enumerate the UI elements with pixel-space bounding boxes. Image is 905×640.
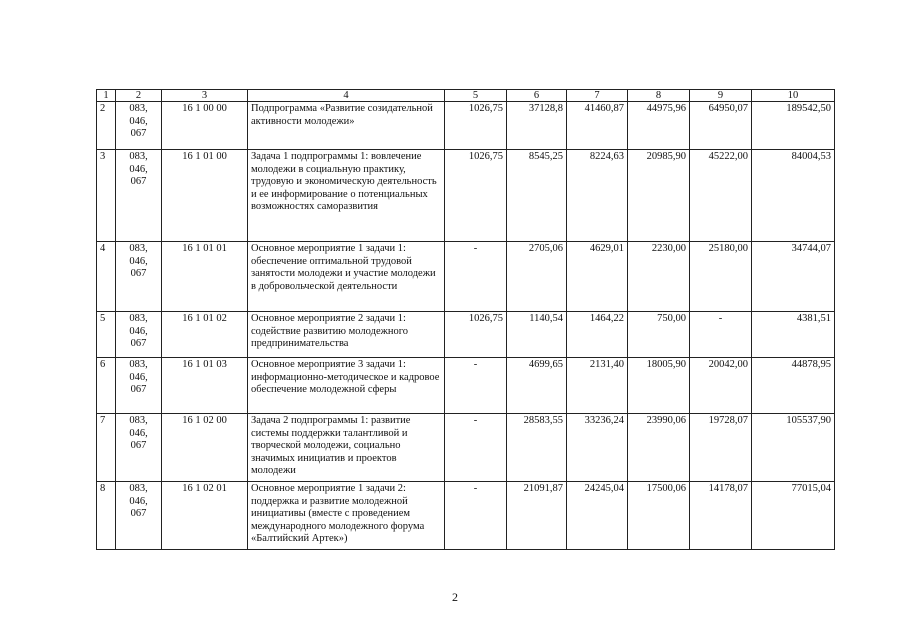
- amount-cell: 1026,75: [445, 312, 507, 358]
- amount-cell: 84004,53: [752, 150, 835, 242]
- amount-cell: 64950,07: [690, 102, 752, 150]
- amount-cell: 45222,00: [690, 150, 752, 242]
- row-number: 3: [97, 150, 116, 242]
- amount-cell: 4381,51: [752, 312, 835, 358]
- amount-cell: 750,00: [628, 312, 690, 358]
- amount-cell: 24245,04: [567, 482, 628, 550]
- table-row: [97, 358, 835, 414]
- ministry-codes: [116, 358, 162, 414]
- budget-code: 16 1 02 01: [162, 482, 248, 550]
- ministry-code: 046,: [129, 371, 148, 383]
- amount-cell: 4629,01: [567, 242, 628, 312]
- header-row: [97, 90, 835, 102]
- program-name: Основное мероприятие 3 задачи 1: информационно-методическое и кадровое обеспечение молодежной сферы: [248, 358, 445, 414]
- column-header: 6: [507, 90, 567, 102]
- amount-cell: 1026,75: [445, 150, 507, 242]
- amount-cell: 2705,06: [507, 242, 567, 312]
- amount-cell: 37128,8: [507, 102, 567, 150]
- amount-cell: -: [445, 242, 507, 312]
- ministry-code: 083,: [129, 313, 148, 324]
- amount-cell: 41460,87: [567, 102, 628, 150]
- table-row: [97, 312, 835, 358]
- budget-code: 16 1 01 01: [162, 242, 248, 312]
- column-header: 2: [116, 90, 162, 102]
- amount-cell: -: [445, 358, 507, 414]
- table-row: [97, 242, 835, 312]
- row-number: 8: [97, 482, 116, 550]
- column-header: 3: [162, 90, 248, 102]
- ministry-codes: [116, 312, 162, 358]
- amount-cell: 1140,54: [507, 312, 567, 358]
- column-header: 4: [248, 90, 445, 102]
- ministry-code: 046,: [129, 495, 148, 507]
- program-name: Задача 1 подпрограммы 1: вовлечение молодежи в социальную практику, трудовую и экономическую деятельность и ее информирование о потенциальных возможностях саморазвития: [248, 150, 445, 242]
- amount-cell: -: [445, 414, 507, 482]
- amount-cell: 1026,75: [445, 102, 507, 150]
- amount-cell: -: [445, 482, 507, 550]
- ministry-code: 046,: [129, 427, 148, 439]
- row-number: 4: [97, 242, 116, 312]
- page-number: 2: [452, 590, 458, 604]
- ministry-code: 067: [130, 268, 147, 279]
- amount-cell: 4699,65: [507, 358, 567, 414]
- budget-table: [96, 89, 835, 550]
- amount-cell: 20042,00: [690, 358, 752, 414]
- amount-cell: 2131,40: [567, 358, 628, 414]
- budget-code: 16 1 02 00: [162, 414, 248, 482]
- ministry-code: 083,: [129, 151, 148, 162]
- ministry-code: 046,: [129, 255, 148, 267]
- amount-cell: 20985,90: [628, 150, 690, 242]
- ministry-code: 067: [130, 384, 147, 395]
- amount-cell: 8224,63: [567, 150, 628, 242]
- budget-code: 16 1 01 02: [162, 312, 248, 358]
- column-header: 7: [567, 90, 628, 102]
- amount-cell: 33236,24: [567, 414, 628, 482]
- ministry-codes: [116, 242, 162, 312]
- ministry-codes: [116, 102, 162, 150]
- ministry-code: 083,: [129, 243, 148, 254]
- amount-cell: 19728,07: [690, 414, 752, 482]
- column-header: 1: [97, 90, 116, 102]
- ministry-code: 046,: [129, 115, 148, 127]
- amount-cell: 28583,55: [507, 414, 567, 482]
- ministry-code: 083,: [129, 415, 148, 426]
- amount-cell: 23990,06: [628, 414, 690, 482]
- amount-cell: -: [690, 312, 752, 358]
- amount-cell: 14178,07: [690, 482, 752, 550]
- table-row: [97, 150, 835, 242]
- ministry-code: 083,: [129, 103, 148, 114]
- ministry-codes: [116, 482, 162, 550]
- amount-cell: 18005,90: [628, 358, 690, 414]
- ministry-codes: [116, 150, 162, 242]
- program-name: Задача 2 подпрограммы 1: развитие системы поддержки талантливой и творческой молодежи, социально значимых инициатив и проектов молодежи: [248, 414, 445, 482]
- amount-cell: 189542,50: [752, 102, 835, 150]
- amount-cell: 105537,90: [752, 414, 835, 482]
- ministry-code: 067: [130, 440, 147, 451]
- ministry-code: 083,: [129, 483, 148, 494]
- table-row: [97, 482, 835, 550]
- ministry-code: 067: [130, 508, 147, 519]
- row-number: 2: [97, 102, 116, 150]
- amount-cell: 44878,95: [752, 358, 835, 414]
- amount-cell: 21091,87: [507, 482, 567, 550]
- amount-cell: 25180,00: [690, 242, 752, 312]
- budget-code: 16 1 01 03: [162, 358, 248, 414]
- column-header: 5: [445, 90, 507, 102]
- amount-cell: 17500,06: [628, 482, 690, 550]
- budget-code: 16 1 01 00: [162, 150, 248, 242]
- budget-code: 16 1 00 00: [162, 102, 248, 150]
- ministry-code: 046,: [129, 325, 148, 337]
- table-row: [97, 414, 835, 482]
- amount-cell: 44975,96: [628, 102, 690, 150]
- row-number: 6: [97, 358, 116, 414]
- ministry-code: 083,: [129, 359, 148, 370]
- ministry-code: 046,: [129, 163, 148, 175]
- amount-cell: 34744,07: [752, 242, 835, 312]
- ministry-code: 067: [130, 176, 147, 187]
- program-name: Основное мероприятие 2 задачи 1: содействие развитию молодежного предпринимательства: [248, 312, 445, 358]
- ministry-codes: [116, 414, 162, 482]
- row-number: 7: [97, 414, 116, 482]
- row-number: 5: [97, 312, 116, 358]
- amount-cell: 77015,04: [752, 482, 835, 550]
- amount-cell: 1464,22: [567, 312, 628, 358]
- ministry-code: 067: [130, 128, 147, 139]
- program-name: Подпрограмма «Развитие созидательной активности молодежи»: [248, 102, 445, 150]
- amount-cell: 8545,25: [507, 150, 567, 242]
- ministry-code: 067: [130, 338, 147, 349]
- table-row: [97, 102, 835, 150]
- amount-cell: 2230,00: [628, 242, 690, 312]
- program-name: Основное мероприятие 1 задачи 2: поддержка и развитие молодежной инициативы (вместе с проведением международного молодежного форума «Балтийский Артек»): [248, 482, 445, 550]
- column-header: 9: [690, 90, 752, 102]
- column-header: 8: [628, 90, 690, 102]
- column-header: 10: [752, 90, 835, 102]
- program-name: Основное мероприятие 1 задачи 1: обеспечение оптимальной трудовой занятости молодежи и участие молодежи в добровольческой деятельности: [248, 242, 445, 312]
- table-body: [97, 90, 835, 550]
